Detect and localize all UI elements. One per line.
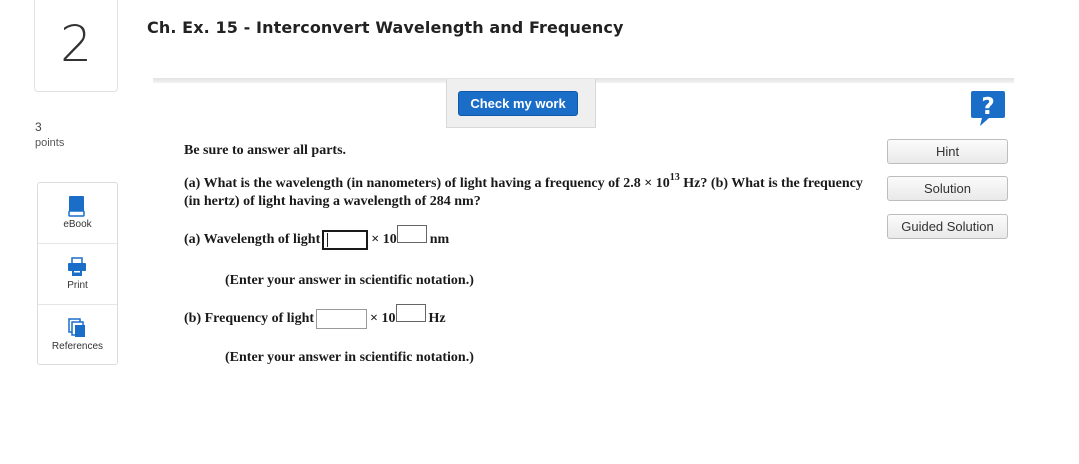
answer-a-label: (a) Wavelength of light	[184, 232, 321, 247]
unit-nm: nm	[429, 232, 450, 247]
frequency-mantissa-input[interactable]	[316, 309, 367, 329]
references-label: References	[51, 341, 104, 352]
points-label: points	[35, 137, 65, 149]
references-tool[interactable]	[38, 305, 117, 366]
note-b: (Enter your answer in scientific notation.)	[225, 350, 474, 365]
ebook-label: eBook	[63, 219, 92, 230]
print-label: Print	[67, 280, 88, 291]
points-value: 3	[35, 120, 42, 134]
check-work-panel	[446, 79, 596, 128]
guided-solution-button[interactable]: Guided Solution	[887, 214, 1008, 239]
solution-button[interactable]: Solution	[887, 176, 1008, 201]
times-ten-b: × 10	[370, 311, 396, 326]
answer-b-row	[184, 309, 446, 329]
book-icon	[67, 195, 87, 217]
times-ten-a: × 10	[371, 232, 397, 247]
wavelength-mantissa-input[interactable]	[322, 230, 368, 250]
page-title: Ch. Ex. 15 - Interconvert Wavelength and Frequency	[147, 18, 624, 37]
answer-b-label: (b) Frequency of light	[184, 311, 315, 326]
question-number-box	[34, 0, 118, 92]
references-icon	[67, 317, 87, 339]
ebook-tool[interactable]	[38, 183, 117, 244]
help-icon[interactable]	[969, 88, 1007, 128]
note-a: (Enter your answer in scientific notation.)	[225, 273, 474, 288]
print-tool[interactable]	[38, 244, 117, 305]
wavelength-exponent-input[interactable]	[397, 225, 427, 243]
instruction-text: Be sure to answer all parts.	[184, 143, 347, 158]
svg-text:?: ?	[981, 94, 995, 120]
check-my-work-button[interactable]: Check my work	[458, 91, 578, 116]
unit-hz: Hz	[428, 311, 446, 326]
printer-icon	[67, 256, 87, 278]
tools-panel	[37, 182, 118, 365]
answer-a-row	[184, 230, 449, 250]
hint-button[interactable]: Hint	[887, 139, 1008, 164]
frequency-exponent-input[interactable]	[396, 304, 426, 322]
question-number: 2	[60, 15, 92, 73]
question-text: (a) What is the wavelength (in nanometers) of light having a frequency of $2.8 \times 10^{13}$ Hz? (b) What is the frequency (in hertz) of light having a wavelength of 284 nm?	[184, 172, 863, 209]
